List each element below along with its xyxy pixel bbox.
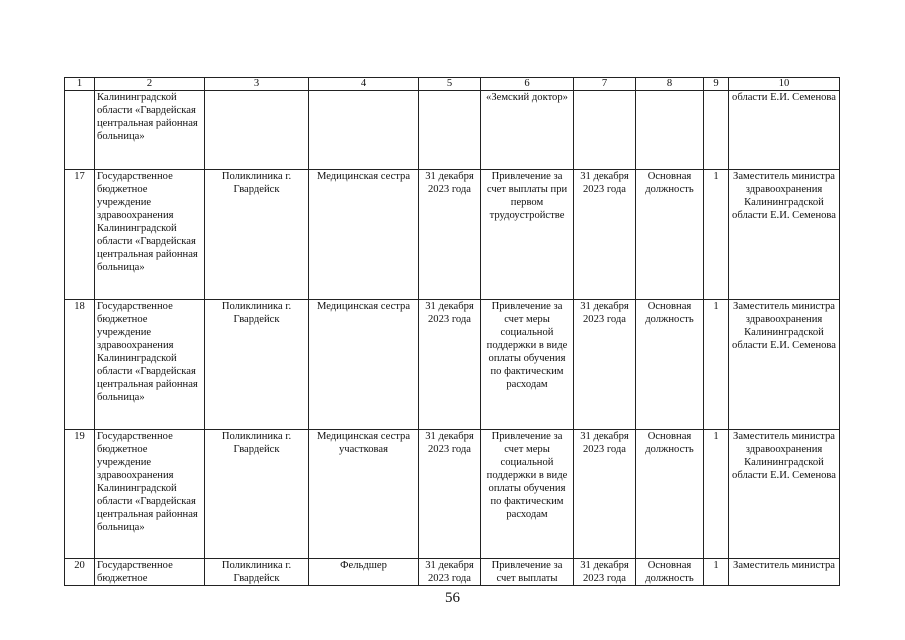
header-cell: 1 [65,78,95,91]
deadline-cell [419,91,481,170]
header-cell: 9 [704,78,729,91]
row-number-cell: 19 [65,430,95,559]
header-cell: 2 [95,78,205,91]
position-cell: Медицинская сестра [309,300,419,430]
institution-cell: Государственное бюджетное учреждение здравоохранения Калининградской области «Гвардейская центральная районная больница» [95,170,205,300]
institution-cell: Калининградской области «Гвардейская центральная районная больница» [95,91,205,170]
table-row [65,91,840,170]
unit-cell [205,91,309,170]
header-cell: 7 [574,78,636,91]
count-cell: 1 [704,430,729,559]
position-cell: Медицинская сестра участковая [309,430,419,559]
method-cell: Привлечение за счет меры социальной поддержки в виде оплаты обучения по фактическим расходам [481,430,574,559]
column-number-row [65,78,840,91]
row-number-cell: 17 [65,170,95,300]
table-row [65,170,840,300]
table-row [65,559,840,586]
count-cell: 1 [704,170,729,300]
responsible-cell: области Е.И. Семенова [729,91,840,170]
unit-cell: Поликлиника г. Гвардейск [205,430,309,559]
institution-cell: Государственное бюджетное учреждение здравоохранения Калининградской области «Гвардейская центральная районная больница» [95,300,205,430]
row-number-cell [65,91,95,170]
count-cell: 1 [704,300,729,430]
job-type-cell: Основная должность [636,559,704,586]
unit-cell: Поликлиника г. Гвардейск [205,559,309,586]
institution-cell: Государственное бюджетное [95,559,205,586]
deadline-cell: 31 декабря 2023 года [419,559,481,586]
job-type-cell [636,91,704,170]
job-type-cell: Основная должность [636,170,704,300]
table-row [65,300,840,430]
position-cell: Фельдшер [309,559,419,586]
page-number: 56 [445,590,460,606]
date-cell: 31 декабря 2023 года [574,170,636,300]
method-cell: Привлечение за счет выплаты при первом трудоустройстве [481,170,574,300]
header-cell: 10 [729,78,840,91]
row-number-cell: 20 [65,559,95,586]
date-cell: 31 декабря 2023 года [574,559,636,586]
header-cell: 6 [481,78,574,91]
unit-cell: Поликлиника г. Гвардейск [205,170,309,300]
responsible-cell: Заместитель министра [729,559,840,586]
header-cell: 8 [636,78,704,91]
method-cell: «Земский доктор» [481,91,574,170]
responsible-cell: Заместитель министра здравоохранения Калининградской области Е.И. Семенова [729,170,840,300]
header-cell: 5 [419,78,481,91]
position-cell: Медицинская сестра [309,170,419,300]
responsible-cell: Заместитель министра здравоохранения Калининградской области Е.И. Семенова [729,430,840,559]
staffing-table [64,77,840,586]
unit-cell: Поликлиника г. Гвардейск [205,300,309,430]
method-cell: Привлечение за счет меры социальной поддержки в виде оплаты обучения по фактическим расходам [481,300,574,430]
date-cell [574,91,636,170]
institution-cell: Государственное бюджетное учреждение здравоохранения Калининградской области «Гвардейская центральная районная больница» [95,430,205,559]
count-cell [704,91,729,170]
table-row [65,430,840,559]
position-cell [309,91,419,170]
job-type-cell: Основная должность [636,430,704,559]
deadline-cell: 31 декабря 2023 года [419,170,481,300]
responsible-cell: Заместитель министра здравоохранения Калининградской области Е.И. Семенова [729,300,840,430]
deadline-cell: 31 декабря 2023 года [419,430,481,559]
deadline-cell: 31 декабря 2023 года [419,300,481,430]
header-cell: 4 [309,78,419,91]
date-cell: 31 декабря 2023 года [574,430,636,559]
method-cell: Привлечение за счет выплаты [481,559,574,586]
date-cell: 31 декабря 2023 года [574,300,636,430]
header-cell: 3 [205,78,309,91]
job-type-cell: Основная должность [636,300,704,430]
row-number-cell: 18 [65,300,95,430]
count-cell: 1 [704,559,729,586]
